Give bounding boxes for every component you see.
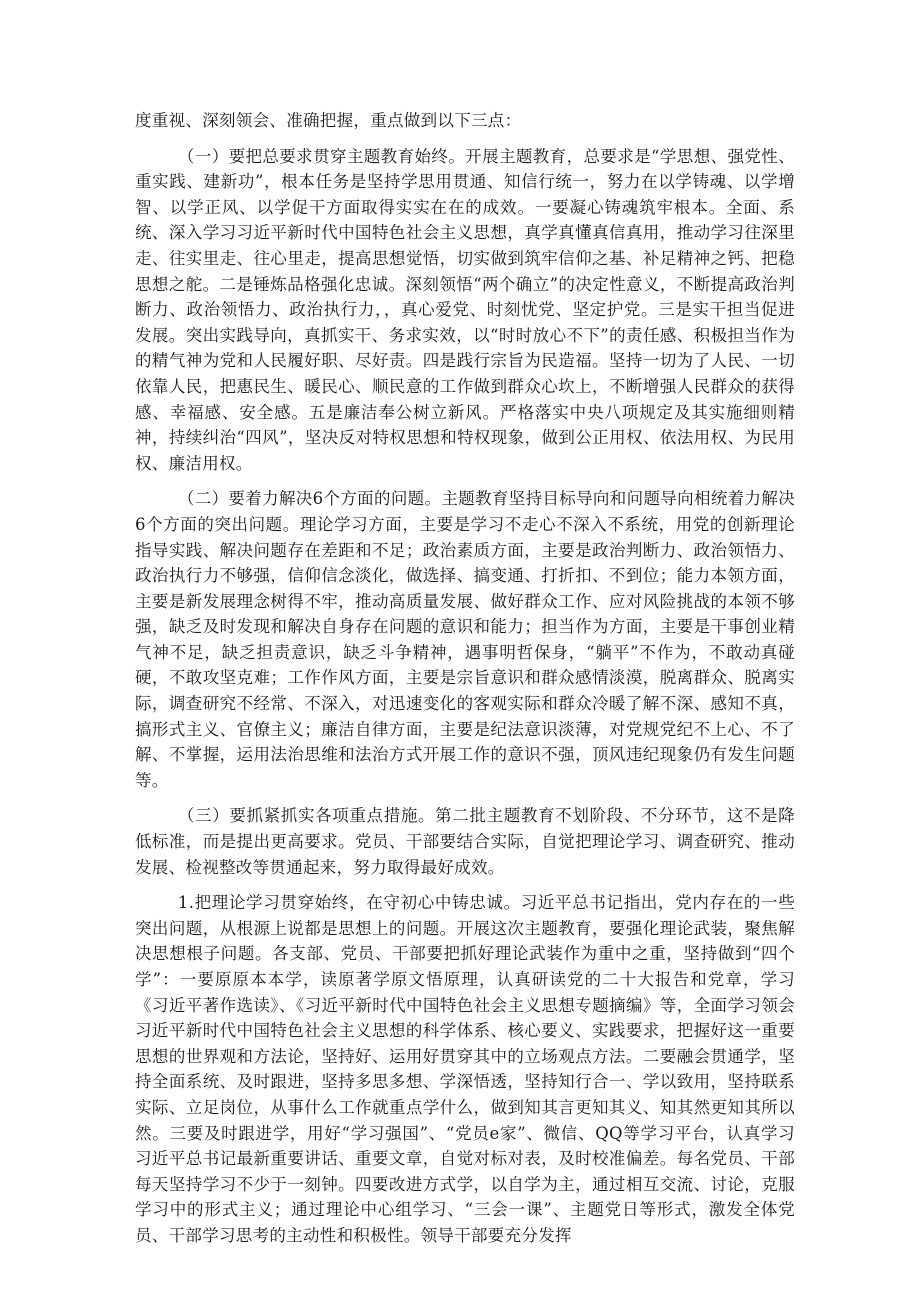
paragraph-section-2: （二）要着力解决6个方面的问题。主题教育坚持目标导向和问题导向相统着力解决6个方面的突出问题。理论学习方面，主要是学习不走心不深入不系统，用党的创新理论指导实践、解决问题存在差距和不足；政治素质方面，主要是政治判断力、政治领悟力、政治执行力不够强，信仰信念淡化，做选择、搞变通、打折扣、不到位；能力本领方面，主要是新发展理念树得不牢，推动高质量发展、做好群众工作、应对风险挑战的本领不够强，缺乏及时发现和解决自身存在问题的意识和能力；担当作为方面，主要是干事创业精气神不足，缺乏担责意识，缺乏斗争精神，遇事明哲保身，“躺平”不作为，不敢动真碰硬，不敢攻坚克难；工作作风方面，主要是宗旨意识和群众感情淡漠，脱离群众、脱离实际，调查研究不经常、不深入，对迅速变化的客观实际和群众冷暖了解不深、感知不真，搞形式主义、官僚主义；廉洁自律方面，主要是纪法意识淡薄，对党规党纪不上心、不了解、不掌握，运用法治思维和法治方式开展工作的意识不强，顶风违纪现象仍有发生问题等。 (135, 489, 795, 790)
paragraph-item-1: 1.把理论学习贯穿始终，在守初心中铸忠诚。习近平总书记指出，党内存在的一些突出问题，从根源上说都是思想上的问题。开展这次主题教育，要强化理论武装，聚焦解决思想根子问题。各支部、党员、干部要把抓好理论武装作为重中之重，坚持做到“四个学”：一要原原本本学，读原著学原文悟原理，认真研读党的二十大报告和党章，学习《习近平著作选读》、《习近平新时代中国特色社会主义思想专题摘编》等，全面学习领会习近平新时代中国特色社会主义思想的科学体系、核心要义、实践要求，把握好这一重要思想的世界观和方法论，坚持好、运用好贯穿其中的立场观点方法。二要融会贯通学，坚持全面系统、及时跟进，坚持多思多想、学深悟透，坚持知行合一、学以致用，坚持联系实际、立足岗位，从事什么工作就重点学什么，做到知其言更知其义、知其然更知其所以然。三要及时跟进学，用好“学习强国”、“党员e家”、微信、QQ等学习平台，认真学习习近平总书记最新重要讲话、重要文章，自觉对标对表，及时校准偏差。每名党员、干部每天坚持学习不少于一刻钟。四要改进方式学，以自学为主，通过相互交流、讨论，克服学习中的形式主义；通过理论中心组学习、“三会一课”、主题党日等形式，激发全体党员、干部学习思考的主动性和积极性。领导干部要充分发挥 (135, 893, 795, 1245)
document-page (135, 108, 795, 1249)
paragraph-intro-tail: 度重视、深刻领会、准确把握，重点做到以下三点： (135, 111, 522, 130)
paragraph-section-1: （一）要把总要求贯穿主题教育始终。开展主题教育，总要求是“学思想、强党性、重实践、建新功”，根本任务是坚持学思用贯通、知信行统一，努力在以学铸魂、以学增智、以学正风、以学促干方面取得实实在在的成效。一要凝心铸魂筑牢根本。全面、系统、深入学习习近平新时代中国特色社会主义思想，真学真懂真信真用，推动学习往深里走、往实里走、往心里走，提高思想觉悟，切实做到筑牢信仰之基、补足精神之钙、把稳思想之舵。二是锤炼品格强化忠诚。深刻领悟“两个确立”的决定性意义，不断提高政治判断力、政治领悟力、政治执行力，，真心爱党、时刻忧党、坚定护党。三是实干担当促进发展。突出实践导向，真抓实干、务求实效，以“时时放心不下”的责任感、积极担当作为的精气神为党和人民履好职、尽好责。四是践行宗旨为民造福。坚持一切为了人民、一切依靠人民，把惠民生、暖民心、顺民意的工作做到群众心坎上，不断增强人民群众的获得感、幸福感、安全感。五是廉洁奉公树立新风。严格落实中央八项规定及其实施细则精神，持续纠治“四风”，坚决反对特权思想和特权现象，做到公正用权、依法用权、为民用权、廉洁用权。 (135, 146, 795, 473)
paragraph-section-3: （三）要抓紧抓实各项重点措施。第二批主题教育不划阶段、不分环节，这不是降低标准，而是提出更高要求。党员、干部要结合实际，自觉把理论学习、调查研究、推动发展、检视整改等贯通起来，努力取得最好成效。 (135, 806, 795, 877)
